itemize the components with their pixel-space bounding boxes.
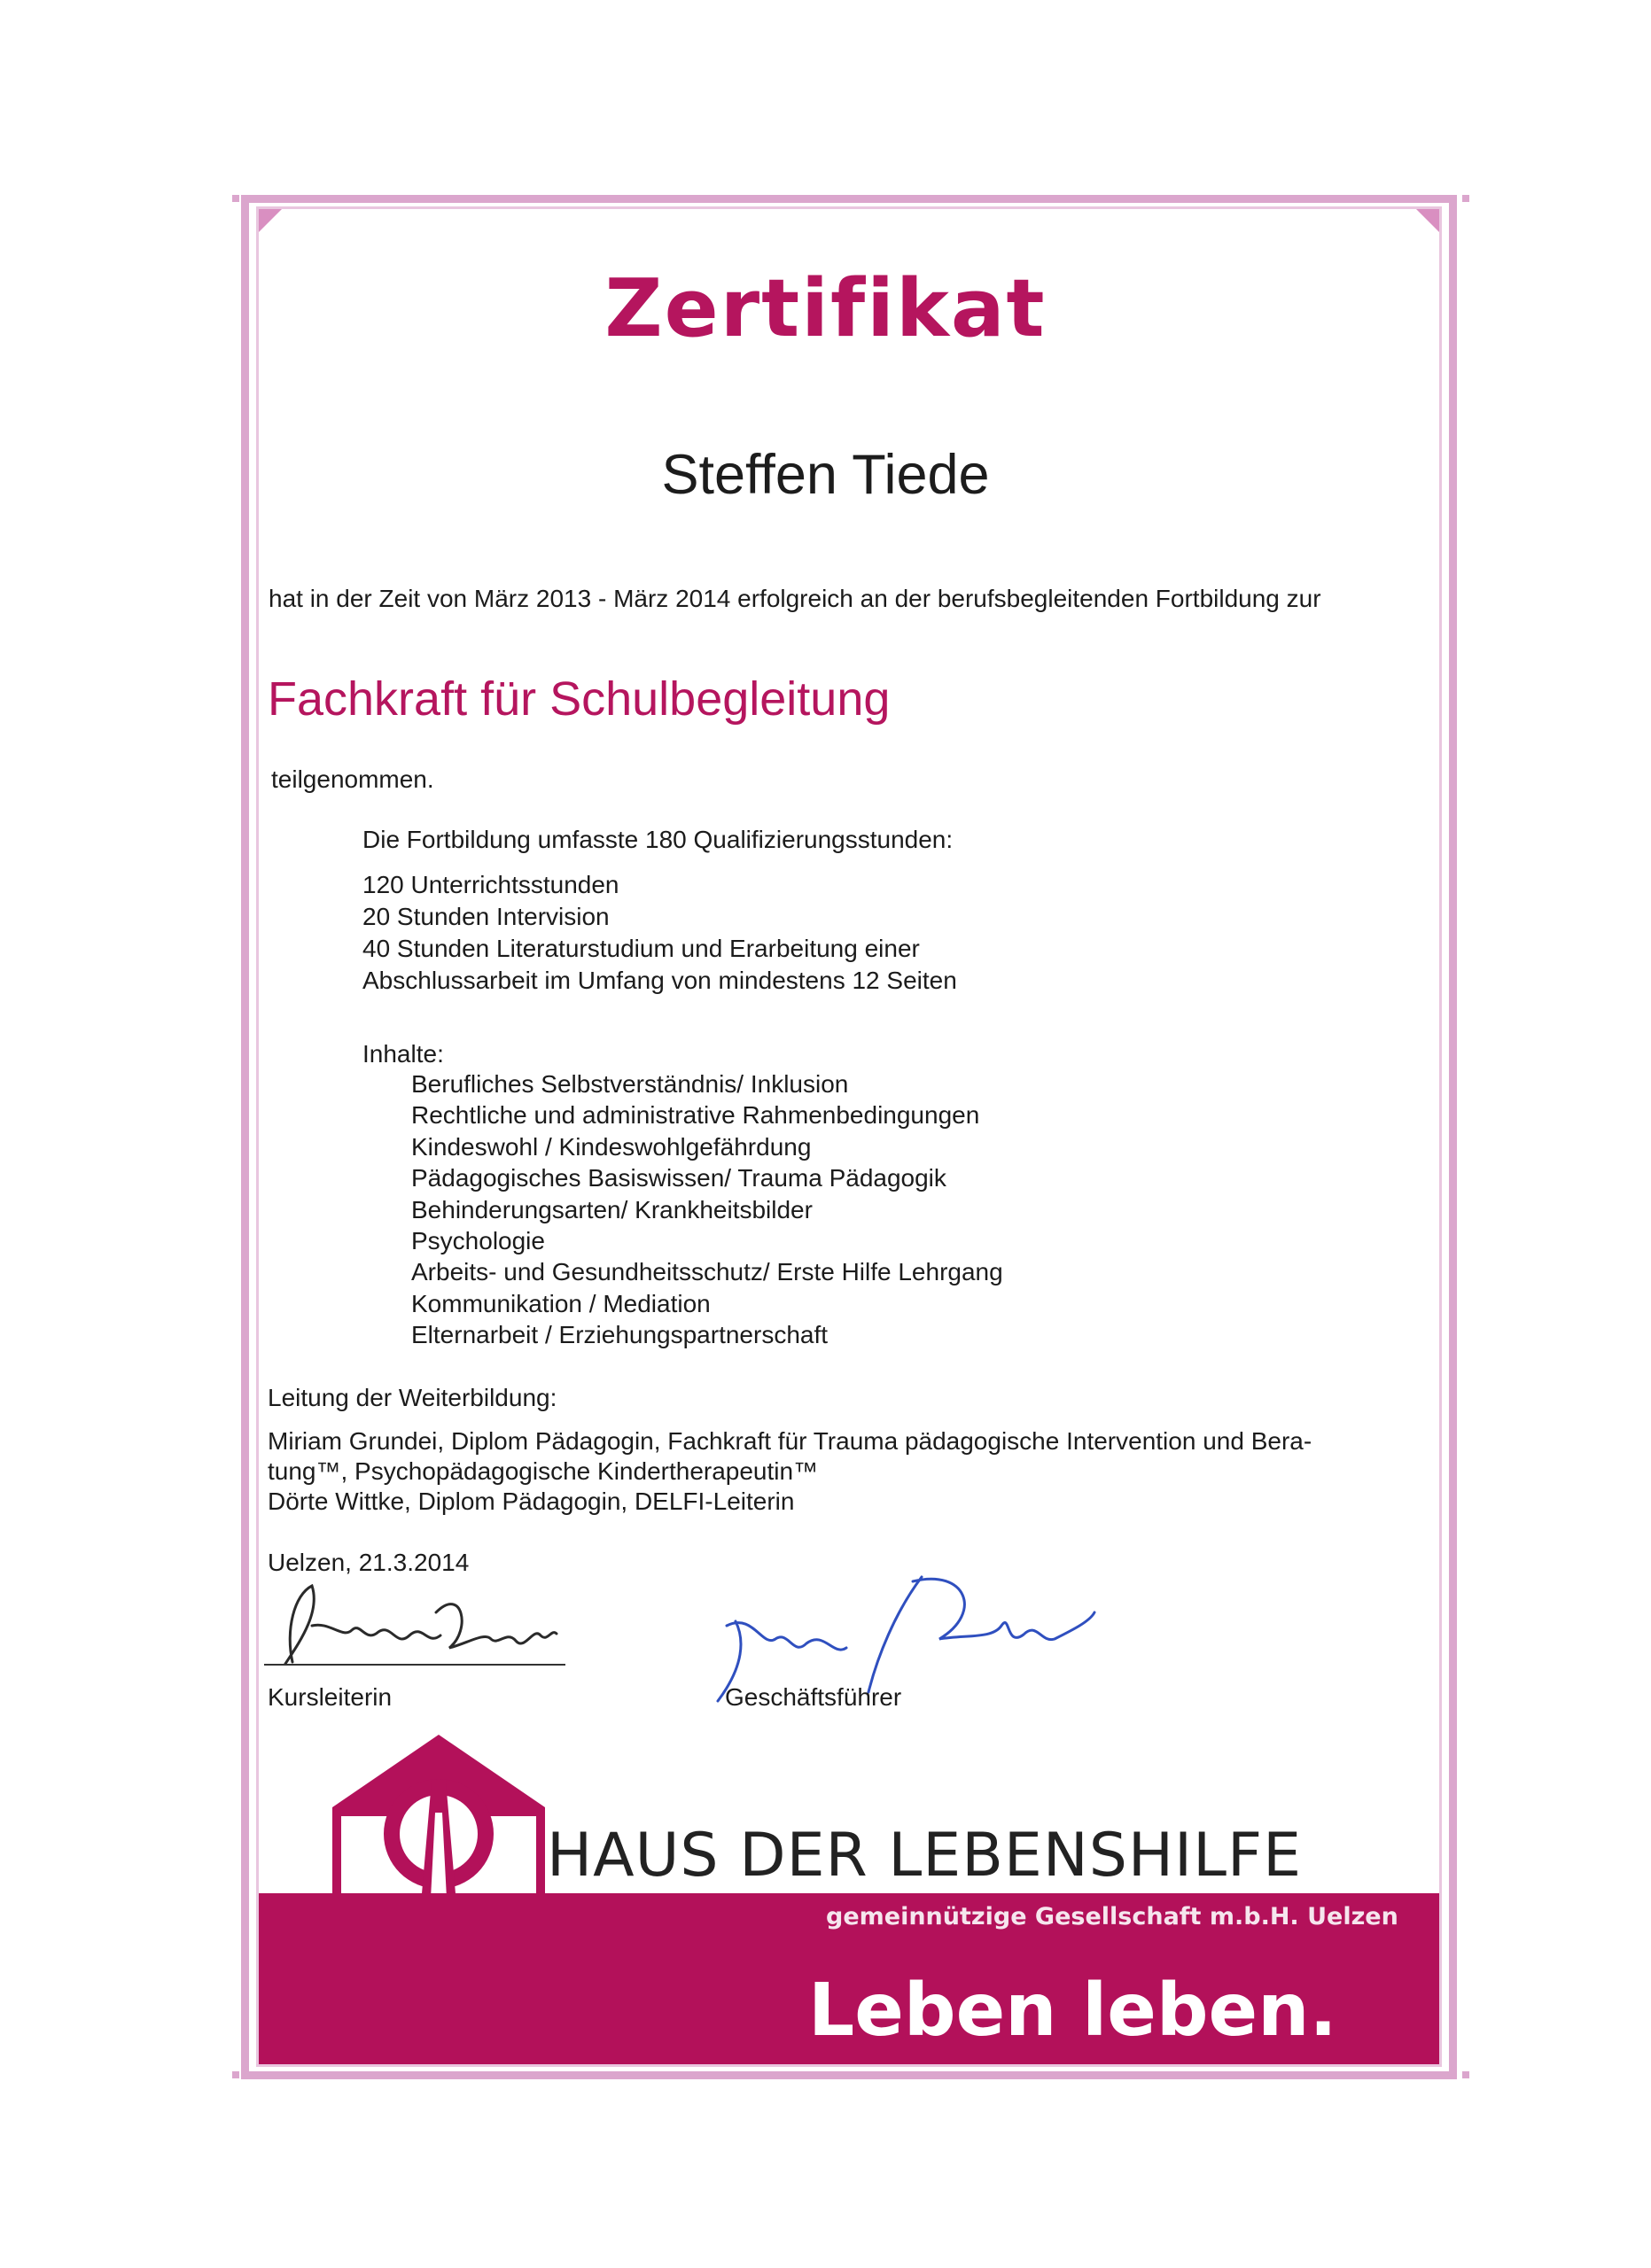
brand-name: HAUS DER LEBENSHILFE [547,1821,1303,1891]
list-item: Behinderungsarten/ Krankheitsbilder [411,1195,813,1223]
frame-corner-mark [1462,195,1469,202]
list-item: Kommunikation / Mediation [411,1289,711,1317]
contents-list [411,1068,1003,1351]
signature-line-left [264,1664,565,1666]
signature-right-label: Geschäftsführer [725,1683,902,1711]
hours-list [362,869,957,997]
participated-text: teilgenommen. [271,765,434,793]
frame-corner-triangle [1416,209,1439,232]
frame-corner-mark [232,195,239,202]
frame-corner-triangle [259,209,282,232]
place-date: Uelzen, 21.3.2014 [268,1549,470,1576]
frame-corner-mark [1462,2071,1469,2078]
signature-left-label: Kursleiterin [268,1683,393,1711]
recipient-name: Steffen Tiede [661,444,990,506]
leadership-heading: Leitung der Weiterbildung: [268,1384,557,1411]
list-item: Pädagogisches Basiswissen/ Trauma Pädagogik [411,1164,946,1192]
frame-bottom [241,2071,1457,2079]
course-title: Fachkraft für Schulbegleitung [268,672,891,726]
intro-text: hat in der Zeit von März 2013 - März 2014 erfolgreich an der berufsbegleitenden Fortbildung zur [269,585,1321,612]
brand-subtitle: gemeinnützige Gesellschaft m.b.H. Uelzen [826,1903,1398,1930]
list-item: 20 Stunden Intervision [362,903,610,930]
frame-inner-bottom [256,2064,1442,2067]
brand-slogan: Leben leben. [808,1969,1337,2053]
hours-heading: Die Fortbildung umfasste 180 Qualifizierungsstunden: [362,826,954,853]
frame-inner-top [256,206,1442,209]
list-item: Arbeits- und Gesundheitsschutz/ Erste Hilfe Lehrgang [411,1258,1003,1286]
leadership-list [268,1426,1312,1517]
contents-heading: Inhalte: [362,1040,444,1068]
frame-corner-mark [232,2071,239,2078]
list-item: tung™, Psychopädagogische Kindertherapeutin™ [268,1457,819,1485]
list-item: Berufliches Selbstverständnis/ Inklusion [411,1070,849,1098]
list-item: Kindeswohl / Kindeswohlgefährdung [411,1132,812,1161]
list-item: Psychologie [411,1227,545,1255]
list-item: 40 Stunden Literaturstudium und Erarbeitung einer [362,935,920,962]
list-item: Elternarbeit / Erziehungspartnerschaft [411,1321,829,1349]
list-item: Dörte Wittke, Diplom Pädagogin, DELFI-Leiterin [268,1487,795,1515]
list-item: Abschlussarbeit im Umfang von mindestens 12 Seiten [362,967,957,994]
list-item: 120 Unterrichtsstunden [362,871,619,898]
certificate-title: Zertifikat [604,262,1047,355]
list-item: Miriam Grundei, Diplom Pädagogin, Fachkraft für Trauma pädagogische Intervention und Bera- [268,1427,1312,1455]
frame-top [241,195,1457,203]
list-item: Rechtliche und administrative Rahmenbedingungen [411,1101,980,1130]
signature-left [259,1577,578,1674]
